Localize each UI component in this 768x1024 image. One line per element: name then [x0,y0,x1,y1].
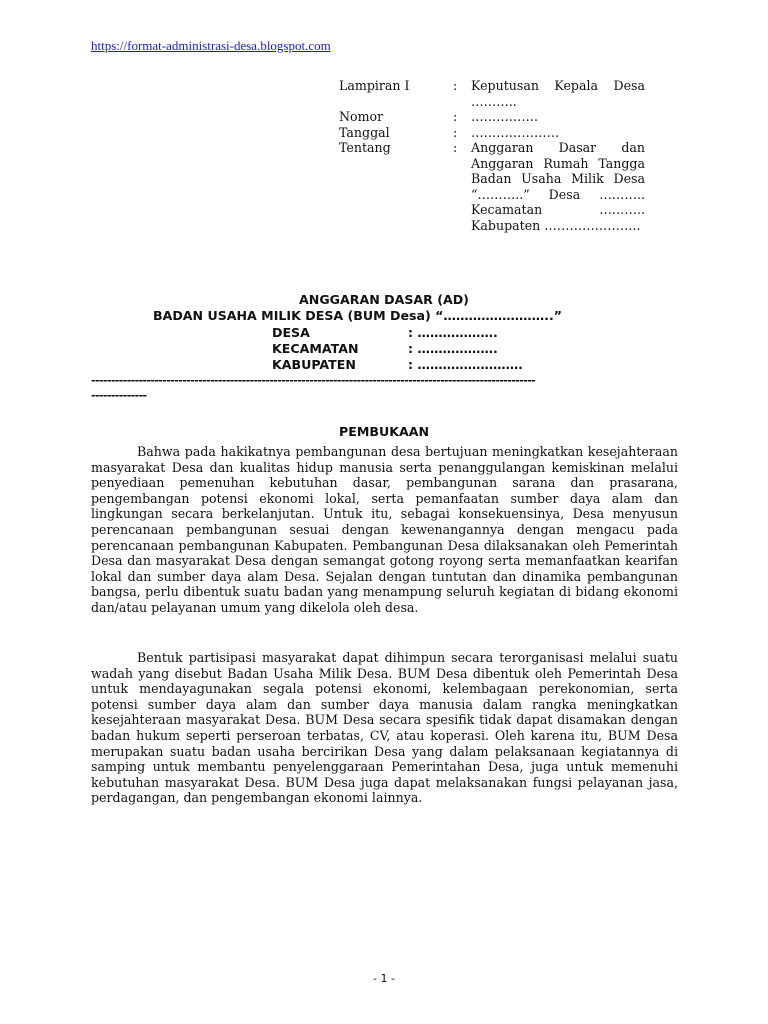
lampiran-block [339,78,645,233]
lampiran-key: Tentang [339,140,391,155]
divider-line: ---------------------------------------------------------------------------------------------------------------- [91,374,536,387]
title-row-value: : ………………. [408,341,498,356]
title-row-kabupaten [272,357,523,372]
lampiran-row [339,78,645,109]
lampiran-key: Nomor [339,109,384,124]
lampiran-key: Tanggal [339,124,390,140]
title-row-value: : ………………. [408,325,498,340]
document-subtitle: BADAN USAHA MILIK DESA (BUM Desa) “……………………..” [153,308,563,323]
title-row-kecamatan [272,341,498,356]
lampiran-value: ……………. [471,109,538,124]
document-title: ANGGARAN DASAR (AD) [299,292,469,307]
paragraph-1: Bahwa pada hakikatnya pembangunan desa bertujuan meningkatkan kesejahteraan masyarakat Desa dan kualitas hidup manusia serta penanggulangan kemiskinan melalui penyediaan pemenuhan kebutuhan dasar, pembangunan sarana dan prasarana, pengembangan potensi ekonomi lokal, serta pemanfaatan sumber daya alam dan lingkungan secara berkelanjutan. Untuk itu, sebagai konsekuensinya, Desa menyusun perencanaan pembangunan sesuai dengan kewenangannya dengan mengacu pada perencanaan pembangunan Kabupaten. Pembangunan Desa dilaksanakan oleh Pemerintah Desa dan masyarakat Desa dengan semangat gotong royong serta memanfaatkan kearifan lokal dan sumber daya alam Desa. Sejalan dengan tuntutan dan dinamika pembangunan bangsa, perlu dibentuk suatu badan yang menampung seluruh kegiatan di bidang ekonomi dan/atau pelayanan umum yang dikelola oleh desa. [91,444,678,615]
header-url-link[interactable]: https://format-administrasi-desa.blogspot.com [91,38,331,53]
title-row-value: : ……………………. [408,357,523,372]
title-row-key: DESA [272,325,310,340]
title-row-key: KABUPATEN [272,357,356,372]
lampiran-row [339,109,645,125]
page-number: - 1 - [373,972,395,985]
lampiran-value: Anggaran Dasar dan Anggaran Rumah Tangga Badan Usaha Milik Desa “………..” Desa ……….. Kecamatan ……….. Kabupaten ………………….. [471,140,645,233]
lampiran-colon: : [453,124,458,140]
lampiran-colon: : [453,140,458,155]
section-title: PEMBUKAAN [339,424,429,439]
document-title-block [0,292,768,372]
lampiran-colon: : [453,78,458,93]
lampiran-key: Lampiran I [339,78,410,93]
lampiran-value: Keputusan Kepala Desa ……….. [471,78,645,109]
lampiran-colon: : [453,109,458,124]
divider-line-end: -------------- [91,389,147,402]
title-row-key: KECAMATAN [272,341,359,356]
lampiran-row [339,140,645,233]
paragraph-2: Bentuk partisipasi masyarakat dapat dihimpun secara terorganisasi melalui suatu wadah yang disebut Badan Usaha Milik Desa. BUM Desa dibentuk oleh Pemerintah Desa untuk mendayagunakan segala potensi ekonomi, kelembagaan perekonomian, serta potensi sumber daya alam dan sumber daya manusia dalam rangka meningkatkan kesejahteraan masyarakat Desa. BUM Desa secara spesifik tidak dapat disamakan dengan badan hukum seperti perseroan terbatas, CV, atau koperasi. Oleh karena itu, BUM Desa merupakan suatu badan usaha bercirikan Desa yang dalam pelaksanaan kegiatannya di samping untuk membantu penyelenggaraan Pemerintahan Desa, juga untuk memenuhi kebutuhan masyarakat Desa. BUM Desa juga dapat melaksanakan fungsi pelayanan jasa, perdagangan, dan pengembangan ekonomi lainnya. [91,650,678,806]
title-row-desa [272,325,498,340]
lampiran-value: ………………… [471,124,560,140]
lampiran-row [339,125,645,141]
